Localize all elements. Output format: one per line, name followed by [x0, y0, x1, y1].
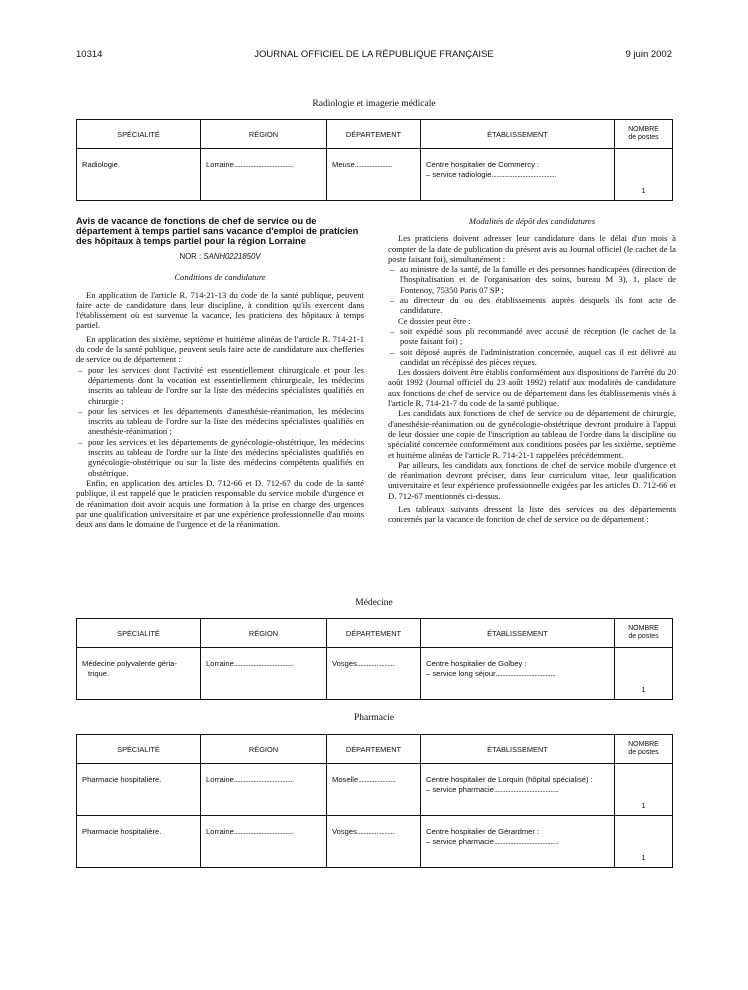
list-item: – soit déposé auprès de l'administration concernée, auquel cas il est délivré au candidat un récépissé des pièces reçues.: [388, 347, 676, 368]
nor-reference: NOR : SANH0221850V: [179, 252, 261, 261]
paragraph: Ce dossier peut être :: [398, 315, 471, 326]
medecine-table: [76, 618, 673, 700]
col-departement: DÉPARTEMENT: [327, 120, 421, 149]
cell-etablissement: Centre hospitalier de Gérardmer : – service pharmacie........................................: [421, 816, 615, 868]
cell-specialite: Médecine polyvalente géria- trique.: [77, 648, 201, 700]
cell-etablissement: Centre hospitalier de Golbey : – service long séjour.....................................: [421, 648, 615, 700]
table-header-row: [77, 735, 673, 764]
page-number: 10314: [76, 49, 103, 60]
cell-specialite: Pharmacie hospitalière.: [77, 764, 201, 816]
paragraph: Les praticiens doivent adresser leur candidature dans le délai d'un mois à compter de la date de publication du présent avis au Journal officiel (le cachet de la poste faisant foi), simultanément :: [388, 233, 676, 264]
conditions-heading: Conditions de candidature: [174, 272, 266, 283]
cell-departement: Meuse.......................: [327, 149, 421, 201]
cell-departement: Vosges.......................: [327, 816, 421, 868]
medecine-section-title: Médecine: [355, 598, 393, 608]
list-item: – pour les services et les départements de gynécologie-obstétrique, les médecins inscrits au tableau de l'ordre sur la liste des médecins spécialistes qualifiés en gynécologie-obstétrique ou sur la liste des médecins compétents qualifiés en obstétrique.: [76, 437, 364, 478]
paragraph: En application des sixième, septième et huitième alinéas de l'article R. 714-21-1 du code de la santé publique, peuvent seuls faire acte de candidature aux chefferies de service ou de département :: [76, 333, 364, 365]
paragraph: Les tableaux suivants dressent la liste des services ou des départements concernés par la vacance de fonction de chef de service ou de département :: [388, 504, 676, 525]
table-row: [77, 149, 673, 201]
cell-departement: Moselle.......................: [327, 764, 421, 816]
radiologie-section-title: Radiologie et imagerie médicale: [312, 99, 436, 109]
col-etablissement: ÉTABLISSEMENT: [421, 619, 615, 648]
cell-etablissement: Centre hospitalier de Lorquin (hôpital spécialisé) : – service pharmacie........................................: [421, 764, 615, 816]
cell-specialite: Radiologie.: [77, 149, 201, 201]
list-item: – pour les services et les départements d'anesthésie-réanimation, les médecins inscrits au tableau de l'ordre sur la liste des médecins spécialistes qualifiés en anesthésie-réanimation ;: [76, 406, 364, 437]
conditions-list: [76, 365, 364, 478]
col-nombre: NOMBRE de postes: [615, 735, 673, 764]
cell-nombre: 1: [615, 648, 673, 700]
col-nombre: NOMBRE de postes: [615, 120, 673, 149]
table-header-row: [77, 619, 673, 648]
dispatch-list: [388, 326, 676, 367]
list-item: – au directeur du ou des établissements auprès desquels ils font acte de candidature.: [388, 295, 676, 316]
col-region: RÉGION: [201, 619, 327, 648]
col-etablissement: ÉTABLISSEMENT: [421, 735, 615, 764]
page-header: [76, 49, 672, 63]
cell-etablissement: Centre hospitalier de Commercy : – service radiologie........................................: [421, 149, 615, 201]
paragraph: Enfin, en application des articles D. 712-66 et D. 712-67 du code de la santé publique, il est rappelé que le praticien responsable du service mobile d'urgence et de réanimation doit avoir acquis une formation à la prise en charge des urgences par une qualification universitaire et par une expérience professionnelle d'au moins deux ans dans le domaine de l'urgence et de la réanimation.: [76, 477, 364, 530]
list-item: – pour les services dont l'activité est essentiellement chirurgicale et pour les départements dont la vocation est essentiellement chirurgicale, les médecins inscrits au tableau de l'ordre sur la liste des médecins spécialistes qualifiés en chirurgie ;: [76, 365, 364, 406]
pharmacie-section-title: Pharmacie: [353, 713, 395, 723]
paragraph: Par ailleurs, les candidats aux fonctions de chef de service mobile d'urgence et de réanimation devront préciser, dans leur curriculum vitae, leur qualification universitaire et leur expérience professionnelle exigées par les articles D. 712-66 et D. 712-67 mentionnés ci-dessus.: [388, 459, 676, 501]
table-row: [77, 648, 673, 700]
table-header-row: [77, 120, 673, 149]
cell-region: Lorraine.....................................: [201, 816, 327, 868]
col-region: RÉGION: [201, 735, 327, 764]
col-nombre: NOMBRE de postes: [615, 619, 673, 648]
cell-region: Lorraine.....................................: [201, 764, 327, 816]
issue-date: 9 juin 2002: [625, 49, 672, 60]
cell-nombre: 1: [615, 149, 673, 201]
col-specialite: SPÉCIALITÉ: [77, 735, 201, 764]
cell-departement: Vosges.......................: [327, 648, 421, 700]
avis-right-column: [388, 216, 676, 525]
avis-title: Avis de vacance de fonctions de chef de service ou de département à temps partiel sans vacance d'emploi de praticien des hôpitaux à temps partiel pour la région Lorraine: [76, 216, 359, 246]
paragraph: Les dossiers doivent être établis conformément aux dispositions de l'arrêté du 20 août 1992 (Journal officiel du 23 août 1992) relatif aux modalités de candidature aux fonctions de chef de service ou de département dans les établissements visés à l'article R. 714-21-7 du code de la santé publique.: [388, 367, 676, 409]
table-row: [77, 764, 673, 816]
radiologie-table: [76, 119, 673, 201]
cell-region: Lorraine.....................................: [201, 648, 327, 700]
cell-region: Lorraine.....................................: [201, 149, 327, 201]
col-departement: DÉPARTEMENT: [327, 735, 421, 764]
paragraph: En application de l'article R. 714-21-13 du code de la santé publique, peuvent faire acte de candidature dans leur discipline, à condition qu'ils exercent dans l'établissement où est survenue la vacance, les praticiens des hôpitaux à temps partiel.: [76, 289, 364, 331]
list-item: – soit expédié sous pli recommandé avec accusé de réception (le cachet de la poste faisant foi) ;: [388, 326, 676, 347]
journal-title: JOURNAL OFFICIEL DE LA RÉPUBLIQUE FRANÇAISE: [254, 49, 494, 60]
modalites-heading: Modalités de dépôt des candidatures: [468, 216, 596, 226]
col-departement: DÉPARTEMENT: [327, 619, 421, 648]
col-etablissement: ÉTABLISSEMENT: [421, 120, 615, 149]
col-specialite: SPÉCIALITÉ: [77, 120, 201, 149]
col-specialite: SPÉCIALITÉ: [77, 619, 201, 648]
list-item: – au ministre de la santé, de la famille et des personnes handicapées (direction de l'hospitalisation et de l'organisation des soins, bureau M 3), 1, place de Fontenoy, 75350 Paris 07 SP ;: [388, 264, 676, 295]
col-region: RÉGION: [201, 120, 327, 149]
table-row: [77, 816, 673, 868]
recipients-list: [388, 264, 676, 315]
avis-left-column: [76, 216, 364, 529]
cell-nombre: 1: [615, 816, 673, 868]
cell-specialite: Pharmacie hospitalière.: [77, 816, 201, 868]
paragraph: Les candidats aux fonctions de chef de service ou de département de chirurgie, d'anesthésie-réanimation ou de gynécologie-obstétrique devront produire à l'appui de leur dossier une copie de l'inscription au tableau de l'ordre dans la discipline ou spécialité concernée conformément aux conditions posées par les sixième, septième et huitième alinéas de l'article R. 714-21-1 rappelées précédemment.: [388, 408, 676, 460]
pharmacie-table: [76, 734, 673, 868]
cell-nombre: 1: [615, 764, 673, 816]
